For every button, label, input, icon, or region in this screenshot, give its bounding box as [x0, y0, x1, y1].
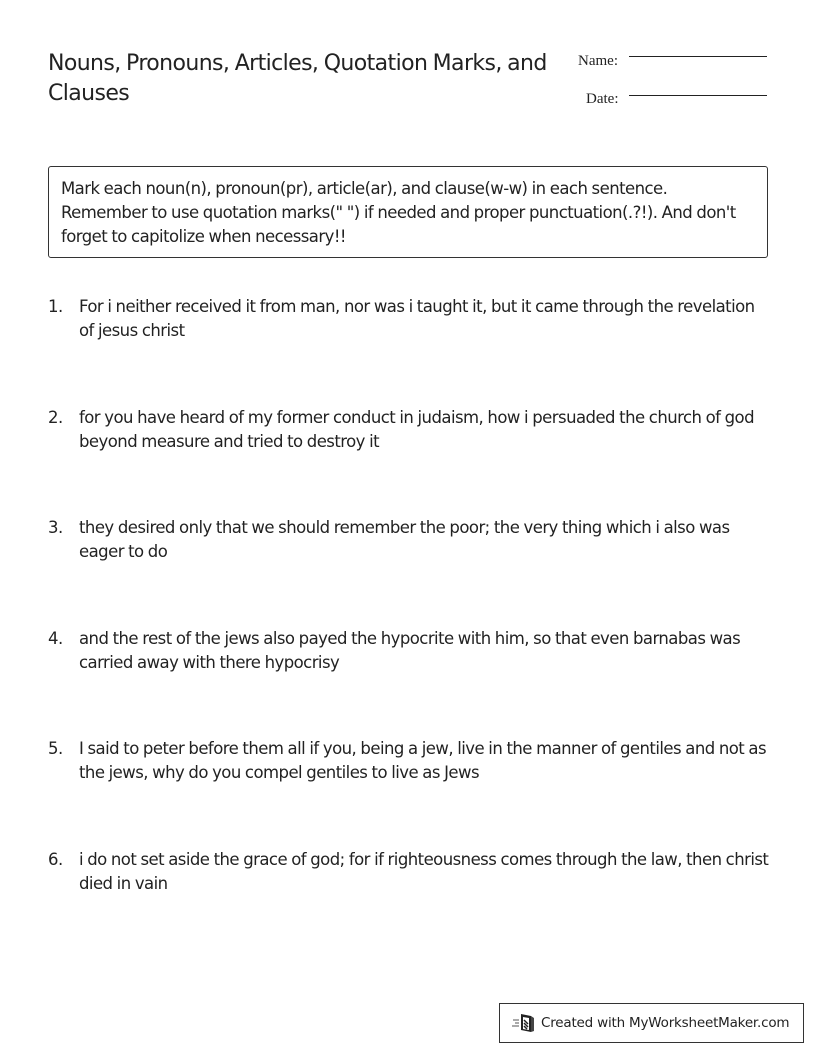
created-with-text: Created with MyWorksheetMaker.com	[541, 1015, 790, 1031]
question-number: 3.	[48, 518, 63, 537]
created-with-badge[interactable]	[499, 1003, 804, 1043]
worksheet-title: Nouns, Pronouns, Articles, Quotation Marks, and Clauses	[48, 51, 547, 106]
question-number: 5.	[48, 739, 63, 758]
date-label: Date:	[586, 91, 619, 107]
question-text: they desired only that we should remember the poor; the very thing which i also was eager to do	[79, 518, 730, 561]
date-blank-line[interactable]	[629, 95, 767, 96]
question-number: 6.	[48, 849, 63, 869]
name-blank-line[interactable]	[629, 56, 767, 57]
question-item	[48, 516, 778, 627]
worksheet-maker-logo-icon	[512, 1012, 536, 1034]
question-number: 2.	[48, 407, 63, 427]
question-text: I said to peter before them all if you, being a jew, live in the manner of gentiles and not as the jews, why do you compel gentiles to live as Jews	[79, 739, 767, 782]
instructions-text: Mark each noun(n), pronoun(pr), article(ar), and clause(w-w) in each sentence. Remember to use quotation marks(" ") if needed and proper punctuation(.?!). And don't forget to capitolize when necessary!!	[61, 179, 736, 246]
question-text: For i neither received it from man, nor was i taught it, but it came through the revelation of jesus christ	[79, 297, 755, 340]
question-item	[48, 295, 778, 406]
question-item	[48, 737, 778, 848]
question-number: 4.	[48, 628, 63, 648]
question-item	[48, 627, 778, 738]
question-text: for you have heard of my former conduct in judaism, how i persuaded the church of god beyond measure and tried to destroy it	[79, 407, 755, 451]
question-text: and the rest of the jews also payed the hypocrite with him, so that even barnabas was carried away with there hypocrisy	[79, 628, 741, 672]
instructions-box	[48, 166, 768, 258]
name-label: Name:	[578, 53, 618, 69]
question-text: i do not set aside the grace of god; for if righteousness comes through the law, then christ died in vain	[79, 849, 769, 893]
question-item	[48, 406, 778, 517]
question-number: 1.	[48, 297, 63, 316]
question-list	[48, 295, 778, 958]
question-item	[48, 848, 778, 959]
